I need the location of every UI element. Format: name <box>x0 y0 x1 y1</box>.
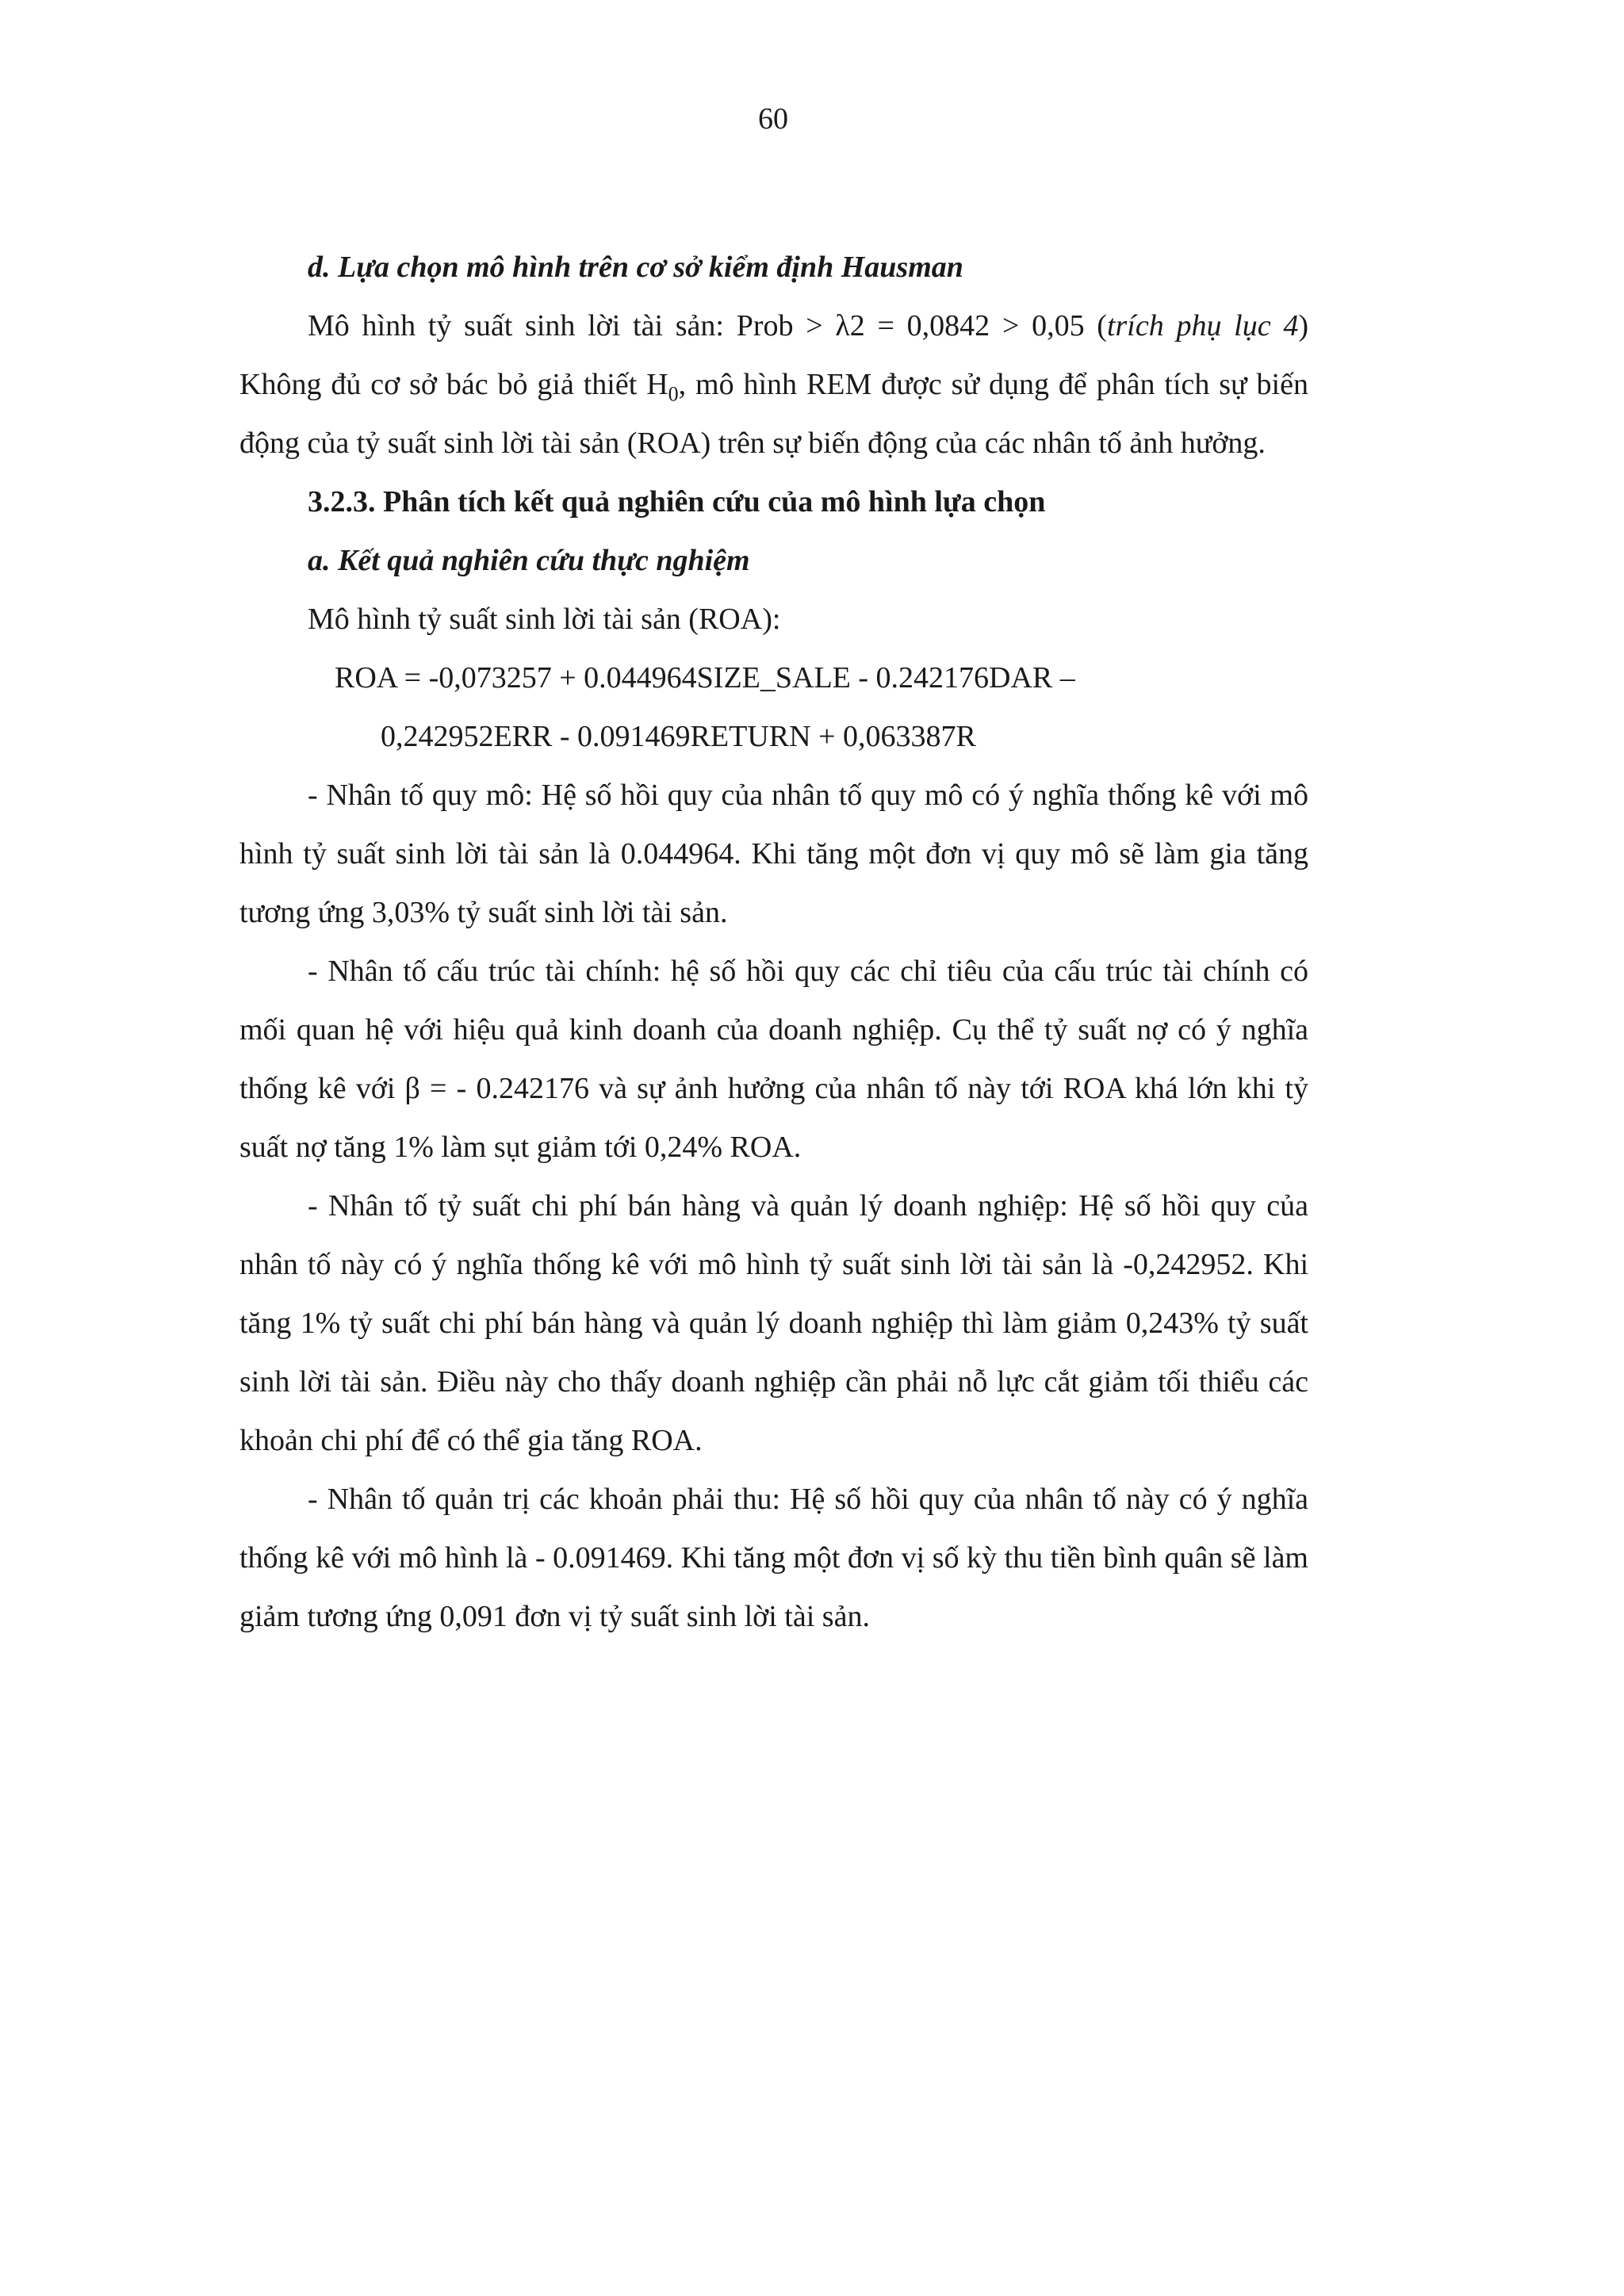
section-a-heading: a. Kết quả nghiên cứu thực nghiệm <box>308 544 750 577</box>
section-323-heading: 3.2.3. Phân tích kết quả nghiên cứu của mô hình lựa chọn <box>308 485 1046 519</box>
bullet-receivables: - Nhân tố quản trị các khoản phải thu: Hệ số hồi quy của nhân tố này có ý nghĩa thống kê với mô hình là - 0.091469. Khi tăng một đơn vị số kỳ thu tiền bình quân sẽ làm giảm tương ứng 0,091 đơn vị tỷ suất sinh lời tài sản. <box>239 1483 1308 1633</box>
document-body <box>239 238 1308 1646</box>
page-number: 60 <box>758 102 788 136</box>
appendix-citation: trích phụ lục 4 <box>1106 309 1299 342</box>
bullet-expense-ratio: - Nhân tố tỷ suất chi phí bán hàng và quản lý doanh nghiệp: Hệ số hồi quy của nhân tố này có ý nghĩa thống kê với mô hình tỷ suất sinh lời tài sản là -0,242952. Khi tăng 1% tỷ suất chi phí bán hàng và quản lý doanh nghiệp thì làm giảm 0,243% tỷ suất sinh lời tài sản. Điều này cho thấy doanh nghiệp cần phải nỗ lực cắt giảm tối thiểu các khoản chi phí để có thể gia tăng ROA. <box>239 1189 1308 1457</box>
equation-line-2: 0,242952ERR - 0.091469RETURN + 0,063387R <box>381 720 976 753</box>
bullet-size-factor: - Nhân tố quy mô: Hệ số hồi quy của nhân tố quy mô có ý nghĩa thống kê với mô hình tỷ suất sinh lời tài sản là 0.044964. Khi tăng một đơn vị quy mô sẽ làm gia tăng tương ứng 3,03% tỷ suất sinh lời tài sản. <box>239 779 1308 929</box>
equation-line-1: ROA = -0,073257 + 0.044964SIZE_SALE - 0.242176DAR – <box>335 661 1075 695</box>
hausman-text-end: , mô hình REM được sử dụng để phân tích sự biến động của tỷ suất sinh lời tài sản (ROA) trên sự biến động của các nhân tố ảnh hưởng. <box>239 368 1308 460</box>
hypothesis-subscript: 0 <box>668 382 679 406</box>
section-d-heading: d. Lựa chọn mô hình trên cơ sở kiểm định Hausman <box>308 251 963 284</box>
hausman-text-start: Mô hình tỷ suất sinh lời tài sản: Prob > λ2 = 0,0842 > 0,05 ( <box>308 309 1107 342</box>
bullet-financial-structure: - Nhân tố cấu trúc tài chính: hệ số hồi quy các chỉ tiêu của cấu trúc tài chính có mối quan hệ với hiệu quả kinh doanh của doanh nghiệp. Cụ thể tỷ suất nợ có ý nghĩa thống kê với β = - 0.242176 và sự ảnh hưởng của nhân tố này tới ROA khá lớn khi tỷ suất nợ tăng 1% làm sụt giảm tới 0,24% ROA. <box>239 955 1308 1164</box>
hausman-text-mid: ) Không đủ cơ sở bác bỏ giả thiết H <box>239 309 1308 401</box>
model-intro: Mô hình tỷ suất sinh lời tài sản (ROA): <box>308 603 781 636</box>
hausman-paragraph <box>239 297 1308 473</box>
